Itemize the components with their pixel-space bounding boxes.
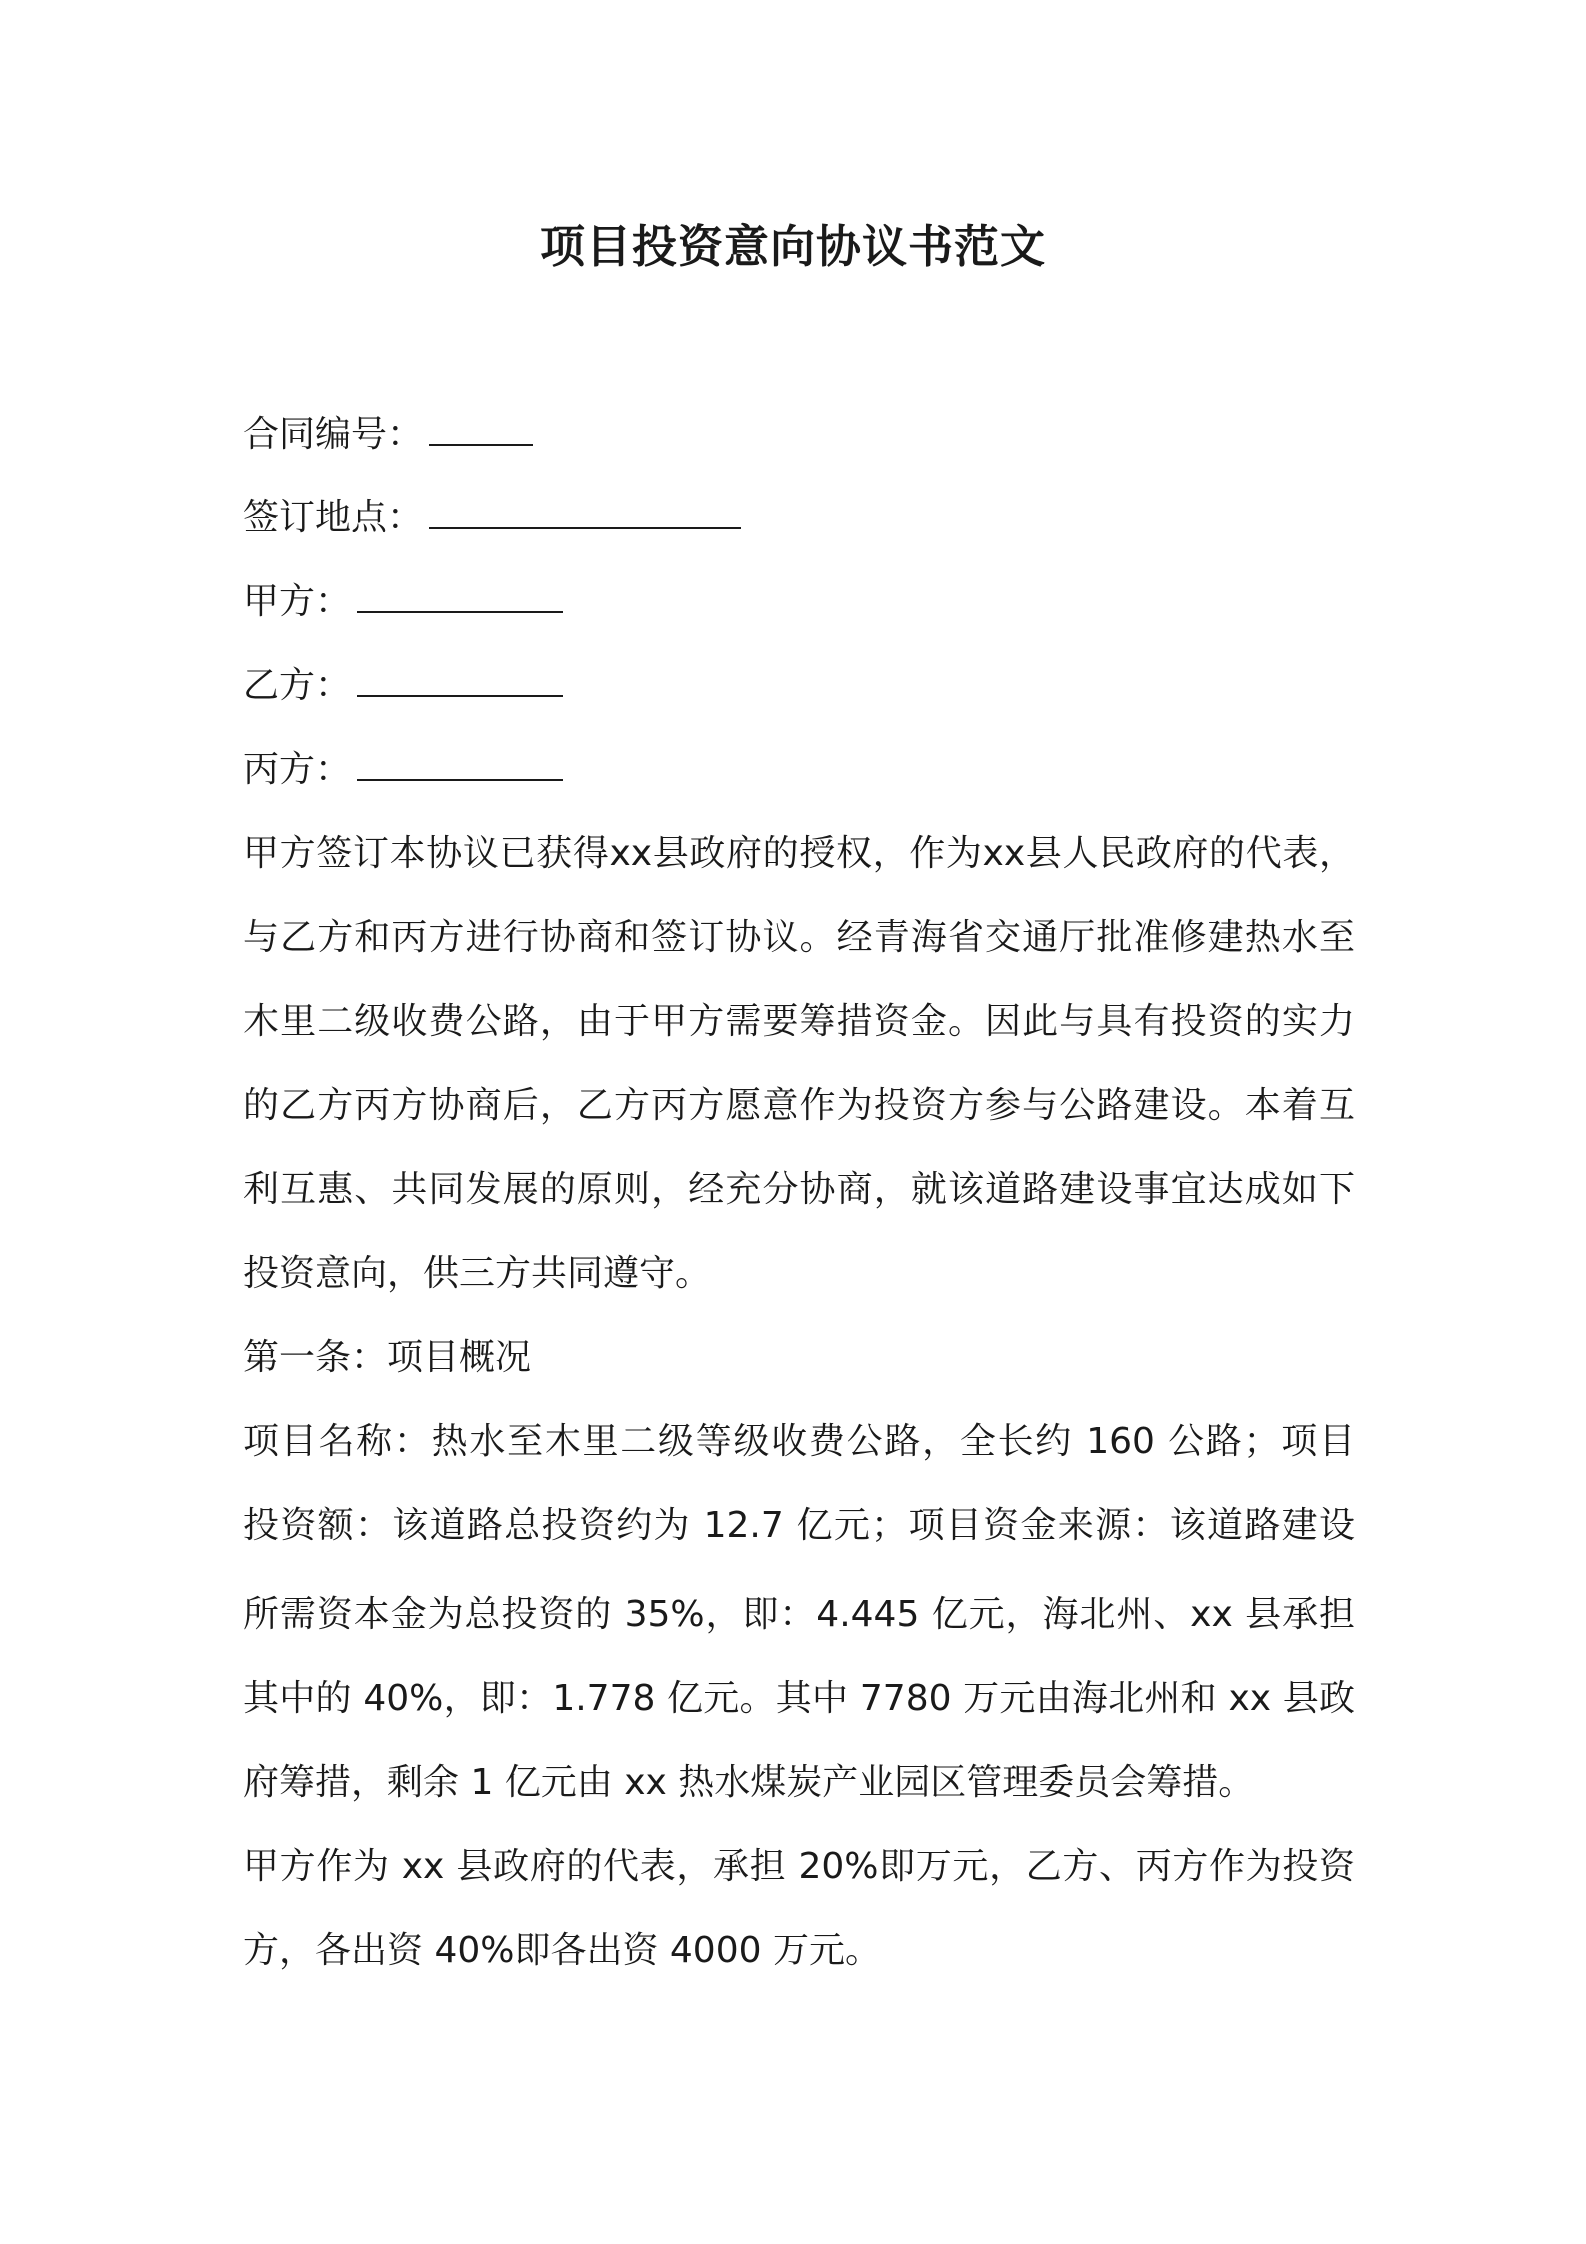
blank-line bbox=[357, 695, 563, 697]
body-line: 方，各出资 40%即各出资 4000 万元。 bbox=[243, 1930, 881, 1971]
blank-line bbox=[429, 444, 533, 446]
preamble-line: 甲方签订本协议已获得xx县政府的授权，作为xx县人民政府的代表， bbox=[243, 833, 1355, 874]
preamble-line: 与乙方和丙方进行协商和签订协议。经青海省交通厅批准修建热水至 bbox=[243, 917, 1355, 958]
article-line: 项目名称：热水至木里二级等级收费公路，全长约 160 公路；项目 bbox=[243, 1421, 1355, 1462]
contract-number-field bbox=[243, 410, 533, 460]
blank-line bbox=[357, 779, 563, 781]
preamble-line: 的乙方丙方协商后，乙方丙方愿意作为投资方参与公路建设。本着互 bbox=[243, 1085, 1355, 1126]
party-c-field bbox=[243, 745, 563, 795]
article-heading: 第一条：项目概况 bbox=[243, 1337, 532, 1378]
article-line: 府筹措，剩余 1 亿元由 xx 热水煤炭产业园区管理委员会筹措。 bbox=[243, 1762, 1255, 1803]
field-label: 甲方： bbox=[243, 581, 352, 622]
preamble-line: 投资意向，供三方共同遵守。 bbox=[243, 1253, 712, 1294]
party-a-field bbox=[243, 577, 563, 627]
party-b-field bbox=[243, 661, 563, 711]
blank-line bbox=[429, 527, 741, 529]
field-label: 丙方： bbox=[243, 749, 352, 790]
signing-place-field bbox=[243, 493, 741, 543]
preamble-line: 利互惠、共同发展的原则，经充分协商，就该道路建设事宜达成如下 bbox=[243, 1169, 1355, 1210]
field-label: 乙方： bbox=[243, 665, 352, 706]
blank-line bbox=[357, 611, 563, 613]
article-line: 投资额：该道路总投资约为 12.7 亿元；项目资金来源：该道路建设 bbox=[243, 1505, 1355, 1546]
document-title: 项目投资意向协议书范文 bbox=[539, 220, 1046, 273]
field-label: 合同编号： bbox=[243, 414, 424, 455]
preamble-line: 木里二级收费公路，由于甲方需要筹措资金。因此与具有投资的实力 bbox=[243, 1001, 1355, 1042]
article-line: 其中的 40%，即：1.778 亿元。其中 7780 万元由海北州和 xx 县政 bbox=[243, 1678, 1355, 1719]
article-line: 所需资本金为总投资的 35%，即：4.445 亿元，海北州、xx 县承担 bbox=[243, 1594, 1355, 1635]
field-label: 签订地点： bbox=[243, 497, 424, 538]
body-line: 甲方作为 xx 县政府的代表，承担 20%即万元，乙方、丙方作为投资 bbox=[243, 1846, 1355, 1887]
